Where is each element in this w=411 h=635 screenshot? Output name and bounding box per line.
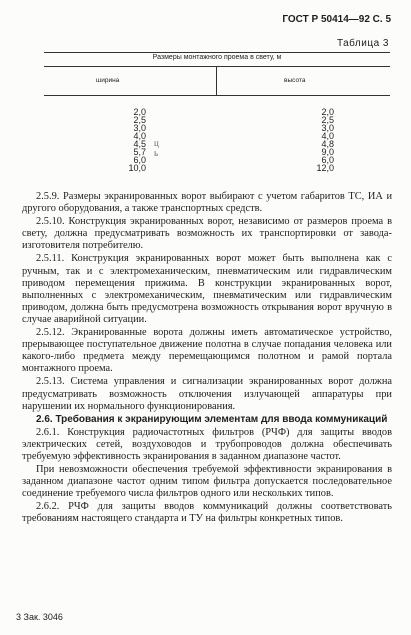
table-cell: 4,0 bbox=[321, 131, 334, 141]
table-column-divider bbox=[216, 66, 217, 96]
paragraph: 2.5.12. Экранированные ворота должны иметь автоматическое устройство, прерывающее поступательное движение полотна в случае попадания человека или какого-либо предмета между перемещающимся полотном и рамой портала монтажного проема. bbox=[22, 327, 392, 375]
page-footer: 3 Зак. 3046 bbox=[16, 612, 63, 622]
table-caption: Таблица 3 bbox=[336, 38, 389, 49]
stray-mark: ь bbox=[154, 148, 159, 158]
paragraph: 2.5.11. Конструкция экранированных ворот может быть выполнена как с ручным, так и с электромеханическим, пневматическим или гидравлическим приводом перемещения прижима. В конструкции экранированных ворот, выполненных с электромеханическим, пневматическим или гидравлическим приводом, должна быть предусмотрена возможность открывания ворот вручную в случае аварийной ситуации. bbox=[22, 253, 392, 325]
section-heading: 2.6. Требования к экранирующим элементам для ввода коммуникаций bbox=[36, 413, 388, 425]
table-cell: 3,0 bbox=[133, 123, 146, 133]
table-cell: 6,0 bbox=[321, 155, 334, 165]
height-values bbox=[294, 108, 334, 172]
table-cell: 4,0 bbox=[133, 131, 146, 141]
page-header: ГОСТ Р 50414—92 С. 5 bbox=[282, 14, 391, 25]
table-mid-rule bbox=[44, 66, 390, 67]
width-values bbox=[106, 108, 146, 172]
table-cell: 2,5 bbox=[321, 115, 334, 125]
table-cell: 5,7 bbox=[133, 147, 146, 157]
paragraph: 2.6.1. Конструкция радиочастотных фильтров (РЧФ) для защиты вводов электрических сетей, воздуховодов и трубопроводов должна обеспечивать требуемую эффективность экранирования в заданном диапазоне частот. bbox=[22, 426, 392, 462]
body-text bbox=[22, 191, 392, 526]
paragraph: 2.6.2. РЧФ для защиты вводов коммуникаций должны соответствовать требованиям настоящего стандарта и ТУ на фильтры конкретных типов. bbox=[22, 501, 392, 525]
paragraph: 2.5.10. Конструкция экранированных ворот, независимо от размеров проема в свету, должна предусматривать возможность их транспортировки от завода-изготовителя потребителю. bbox=[22, 216, 392, 252]
table-cell: 6,0 bbox=[133, 155, 146, 165]
stray-mark: ц bbox=[154, 138, 159, 148]
table-cell: 9,0 bbox=[321, 147, 334, 157]
height-column-header: высота bbox=[284, 77, 306, 84]
table-cell: 4,8 bbox=[321, 139, 334, 149]
table-top-rule bbox=[44, 52, 390, 53]
table-cell: 12,0 bbox=[316, 163, 334, 173]
table-cell: 3,0 bbox=[321, 123, 334, 133]
dimensions-table bbox=[44, 52, 390, 192]
table-header-rule bbox=[44, 95, 390, 96]
width-column-header: ширина bbox=[96, 77, 120, 84]
paragraph: 2.5.9. Размеры экранированных ворот выбирают с учетом габаритов ТС, ИА и другого оборудования, а также транспортных средств. bbox=[22, 191, 392, 215]
paragraph: 2.5.13. Система управления и сигнализации экранированных ворот должна предусматривать возможность отключения излучающей аппаратуры при нарушении их нормального функционирования. bbox=[22, 376, 392, 412]
paragraph: При невозможности обеспечения требуемой эффективности экранирования в заданном диапазоне частот одним типом фильтра допускается последовательное соединение требуемого числа фильтров одного или нескольких типов. bbox=[22, 464, 392, 500]
table-span-header: Размеры монтажного проема в свету, м bbox=[152, 54, 282, 61]
table-cell: 2,5 bbox=[133, 115, 146, 125]
table-cell: 2,0 bbox=[321, 107, 334, 117]
table-cell: 2,0 bbox=[133, 107, 146, 117]
table-cell: 4,5 bbox=[133, 139, 146, 149]
table-cell: 10,0 bbox=[128, 163, 146, 173]
